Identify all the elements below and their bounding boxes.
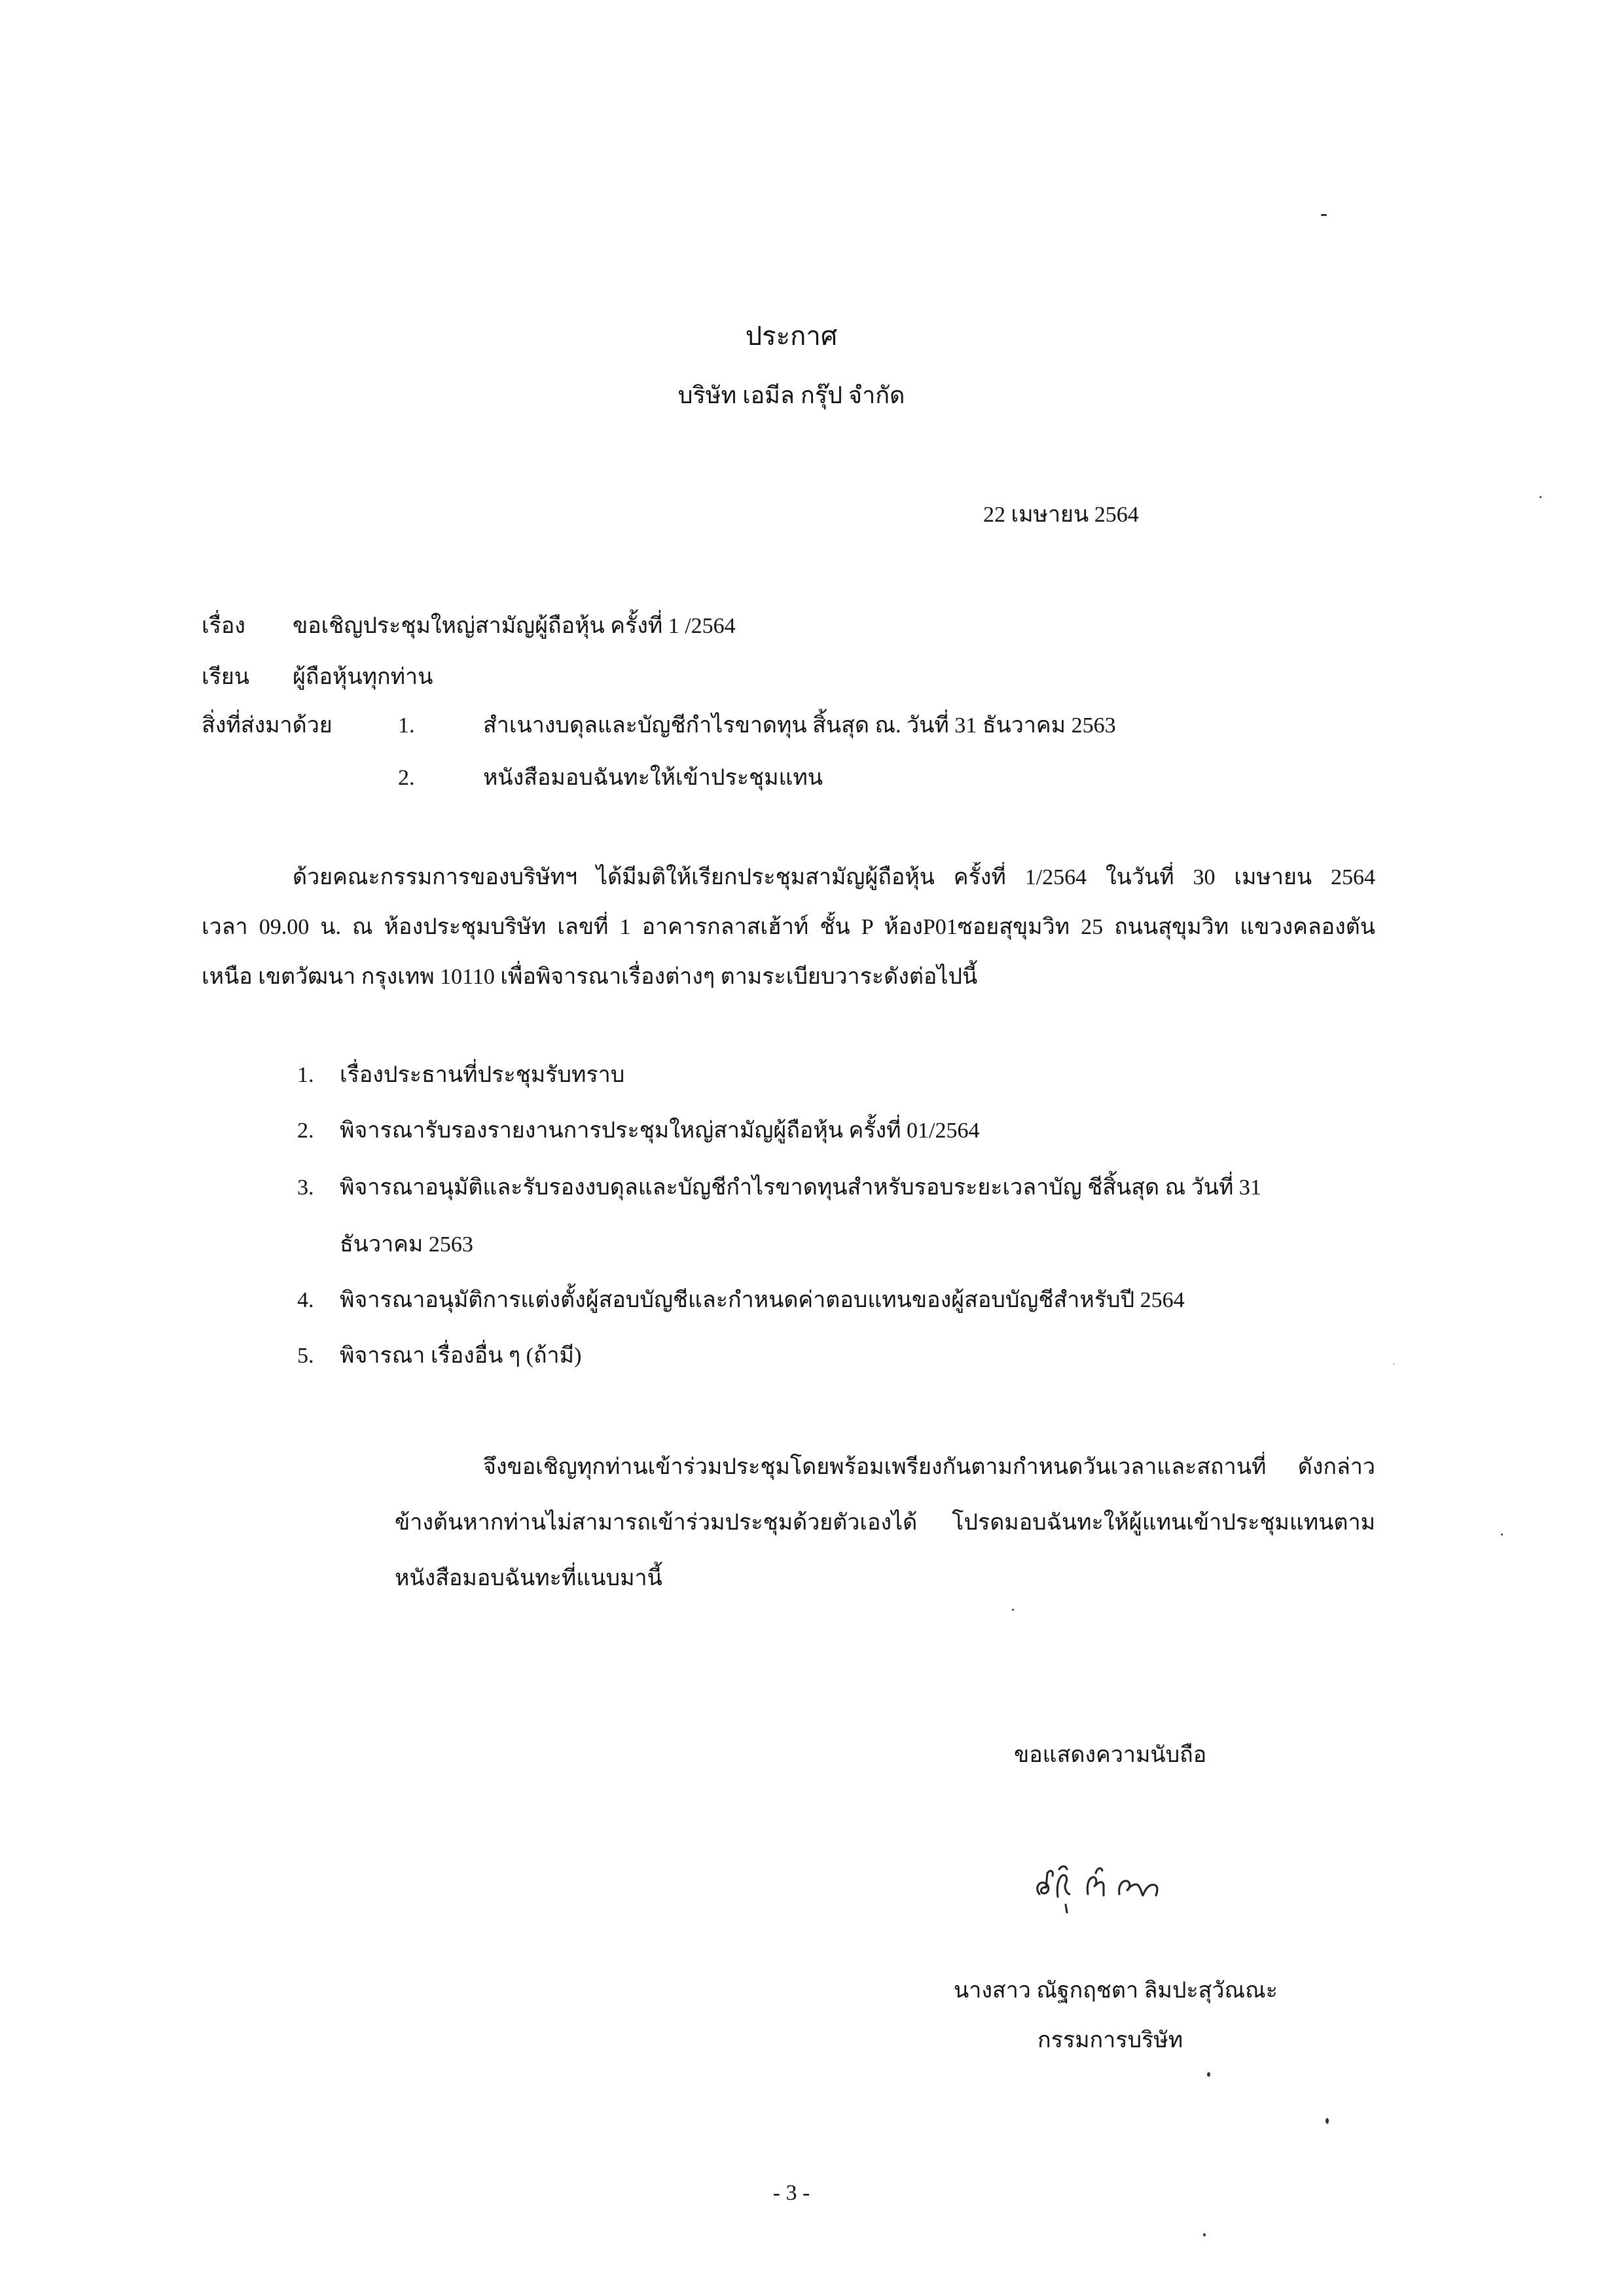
agenda-item: พิจารณา เรื่องอื่น ๆ (ถ้ามี) — [340, 1344, 582, 1368]
scan-speck — [1393, 1363, 1394, 1365]
subject-label: เรื่อง — [202, 614, 245, 638]
agenda-item: พิจารณาอนุมัติและรับรองงบดุลและบัญชีกำไรขาดทุนสำหรับรอบระยะเวลาบัญ ชีสิ้นสุด ณ วันที่ 31 — [340, 1175, 1261, 1200]
body-paragraph-line: เหนือ เขตวัฒนา กรุงเทพ 10110 เพื่อพิจารณาเรื่องต่างๆ ตามระเบียบวาระดังต่อไปนี้ — [202, 965, 978, 989]
signatory-name: นางสาว ณัฐกฤชตา ลิมปะสุวัณณะ — [954, 1979, 1278, 2003]
enclosure-item: สำเนางบดุลและบัญชีกำไรขาดทุน สิ้นสุด ณ. วันที่ 31 ธันวาคม 2563 — [483, 713, 1116, 738]
agenda-number: 2. — [297, 1119, 314, 1143]
agenda-item-continuation: ธันวาคม 2563 — [340, 1232, 473, 1257]
agenda-number: 5. — [297, 1344, 314, 1368]
page-number: - 3 - — [772, 2181, 810, 2205]
agenda-item: พิจารณารับรองรายงานการประชุมใหญ่สามัญผู้ถือหุ้น ครั้งที่ 01/2564 — [340, 1119, 980, 1143]
body-paragraph-line: เวลา 09.00 น. ณ ห้องประชุมบริษัท เลขที่ 1 อาคารกลาสเฮ้าท์ ชั้น P ห้องP01ซอยสุขุมวิท 25 ถนนสุขุมวิท แขวงคลองตัน — [202, 915, 1375, 939]
body-paragraph-line: ด้วยคณะกรรมการของบริษัทฯ ได้มีมติให้เรียกประชุมสามัญผู้ถือหุ้น ครั้งที่ 1/2564 ในวันที่ 30 เมษายน 2564 — [293, 865, 1375, 889]
agenda-number: 1. — [297, 1063, 314, 1087]
scan-speck — [1203, 2233, 1206, 2236]
handwritten-signature — [1028, 1854, 1185, 1916]
closing-paragraph-line: ข้างต้นหากท่านไม่สามารถเข้าร่วมประชุมด้วยตัวเองได้ โปรดมอบฉันทะให้ผู้แทนเข้าประชุมแทนตาม — [395, 1511, 1375, 1535]
scan-speck — [1012, 1609, 1014, 1611]
scan-speck — [1501, 1534, 1503, 1535]
announcement-title: ประกาศ — [745, 321, 838, 351]
recipient-label: เรียน — [202, 665, 250, 689]
signoff-greeting: ขอแสดงความนับถือ — [1014, 1743, 1207, 1767]
closing-paragraph-line: จึงขอเชิญทุกท่านเข้าร่วมประชุมโดยพร้อมเพรียงกันตามกำหนดวันเวลาและสถานที่ ดังกล่าว — [483, 1455, 1375, 1479]
agenda-number: 3. — [297, 1175, 314, 1200]
enclosure-number: 1. — [398, 713, 415, 738]
enclosure-number: 2. — [398, 766, 415, 790]
scan-speck — [1207, 2072, 1210, 2077]
signatory-position: กรรมการบริษัท — [1038, 2028, 1183, 2053]
scan-speck — [1540, 496, 1542, 498]
enclosures-label: สิ่งที่ส่งมาด้วย — [202, 713, 333, 738]
closing-paragraph-line: หนังสือมอบฉันทะที่แนบมานี้ — [395, 1566, 662, 1590]
scan-speck — [1321, 214, 1327, 216]
agenda-item: เรื่องประธานที่ประชุมรับทราบ — [340, 1063, 625, 1087]
company-name: บริษัท เอมีล กรุ๊ป จำกัด — [677, 382, 905, 408]
scan-speck — [1326, 2118, 1329, 2124]
agenda-number: 4. — [297, 1288, 314, 1312]
agenda-item: พิจารณาอนุมัติการแต่งตั้งผู้สอบบัญชีและกำหนดค่าตอบแทนของผู้สอบบัญชีสำหรับปี 2564 — [340, 1288, 1185, 1312]
subject-text: ขอเชิญประชุมใหญ่สามัญผู้ถือหุ้น ครั้งที่ 1 /2564 — [293, 614, 736, 638]
enclosure-item: หนังสือมอบฉันทะให้เข้าประชุมแทน — [483, 766, 823, 790]
recipient-text: ผู้ถือหุ้นทุกท่าน — [293, 665, 433, 689]
document-date: 22 เมษายน 2564 — [983, 503, 1139, 527]
